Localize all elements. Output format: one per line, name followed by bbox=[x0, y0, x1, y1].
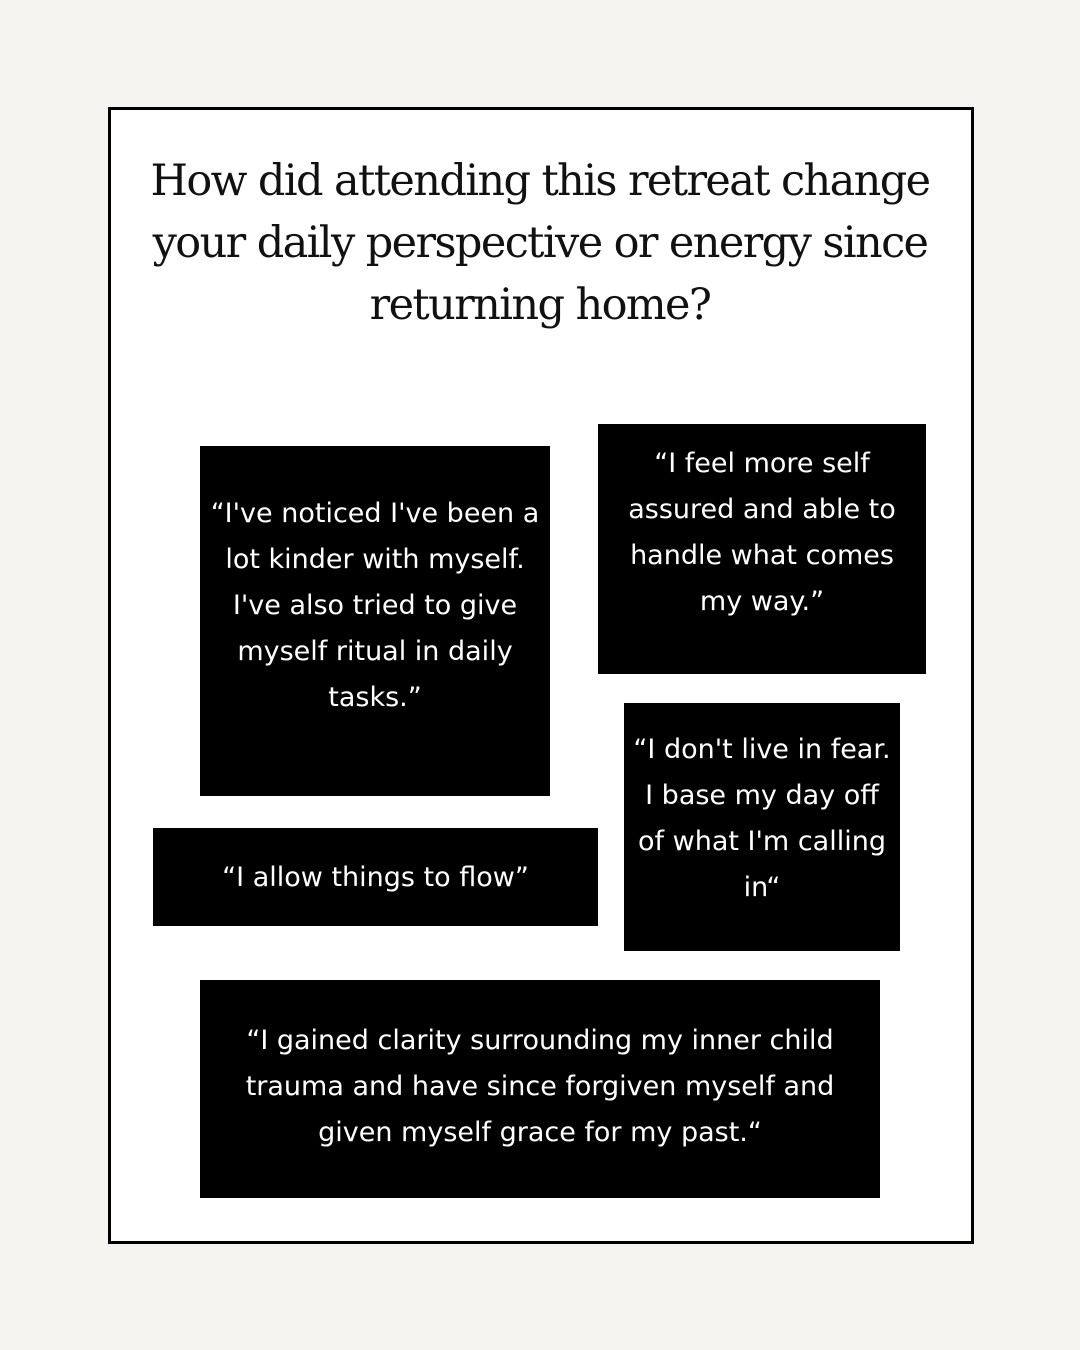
testimonial-card-clarity bbox=[200, 980, 880, 1198]
testimonial-card-flow bbox=[153, 828, 598, 926]
testimonial-text: “I've noticed I've been a lot kinder with myself. I've also tried to give myself ritual in daily tasks.” bbox=[210, 498, 540, 713]
testimonial-text: “I allow things to flow” bbox=[222, 862, 529, 893]
testimonial-text: “I gained clarity surrounding my inner child trauma and have since forgiven myself and given myself grace for my past.“ bbox=[245, 1025, 835, 1148]
testimonial-card-self-assured bbox=[598, 424, 926, 674]
testimonial-card-kinder bbox=[200, 446, 550, 796]
testimonial-card-fear bbox=[624, 703, 900, 951]
question-heading: How did attending this retreat change your daily perspective or energy since returning home? bbox=[150, 156, 930, 330]
testimonial-text: “I feel more self assured and able to handle what comes my way.” bbox=[628, 448, 896, 617]
testimonial-text: “I don't live in fear. I base my day off of what I'm calling in“ bbox=[633, 734, 891, 903]
